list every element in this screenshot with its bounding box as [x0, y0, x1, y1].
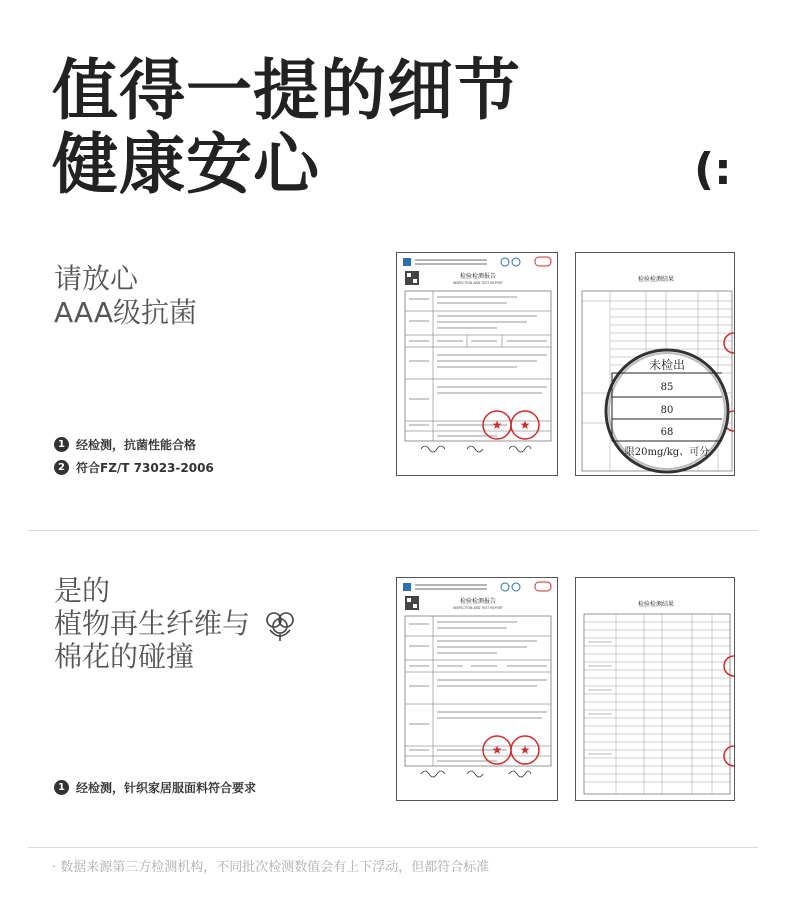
number-badge: 1 [54, 780, 69, 795]
emoticon: (: [694, 144, 732, 195]
point-text: 经检测，针织家居服面料符合要求 [76, 781, 257, 795]
report-subtitle: INSPECTION AND TEST REPORT [453, 281, 503, 285]
footer-divider [28, 847, 758, 848]
number-badge: 2 [54, 460, 69, 475]
test-report-image [396, 252, 558, 476]
magnifier-footer: 限20mg/kg、可分 [624, 447, 710, 458]
test-results-image-2 [575, 577, 735, 801]
section2-point-1 [54, 779, 256, 796]
section2-heading-line3: 棉花的碰撞 [54, 640, 195, 673]
test-report-image-2 [396, 577, 558, 801]
svg-text:★: ★ [491, 418, 503, 432]
magnifier-header: 未检出 [648, 358, 686, 372]
section2-heading-line1: 是的 [54, 574, 111, 607]
hero-title-line2: 健康安心 [52, 126, 320, 203]
point-text: 符合FZ/T 73023-2006 [76, 461, 214, 475]
section-divider [28, 530, 758, 531]
point-text: 经检测，抗菌性能合格 [76, 438, 197, 452]
report-subtitle: INSPECTION AND TEST REPORT [453, 606, 503, 610]
section2-heading-line2: 植物再生纤维与 [54, 607, 251, 640]
hero-title-line1: 值得一提的细节 [52, 52, 521, 129]
report-title: 检验检测报告 [459, 273, 497, 280]
svg-text:★: ★ [519, 743, 531, 757]
cotton-flower-icon [262, 608, 298, 642]
section1-heading-line2: AAA级抗菌 [54, 296, 198, 329]
magnifier-value-1: 85 [660, 382, 674, 393]
data-source-footnote: · 数据来源第三方检测机构，不同批次检测数值会有上下浮动，但都符合标准 [52, 860, 490, 875]
svg-text:★: ★ [491, 743, 503, 757]
test-results-image [575, 252, 735, 476]
svg-text:★: ★ [519, 418, 531, 432]
number-badge: 1 [54, 437, 69, 452]
section1-point-1 [54, 436, 196, 453]
report-title: 检验检测报告 [459, 598, 497, 605]
magnifier-value-2: 80 [660, 405, 674, 416]
section1-point-2 [54, 459, 214, 476]
section1-heading-line1: 请放心 [54, 262, 139, 295]
results-title: 检验检测结果 [637, 276, 675, 283]
magnifier-value-3: 68 [660, 427, 674, 438]
results-title: 检验检测结果 [637, 601, 675, 608]
